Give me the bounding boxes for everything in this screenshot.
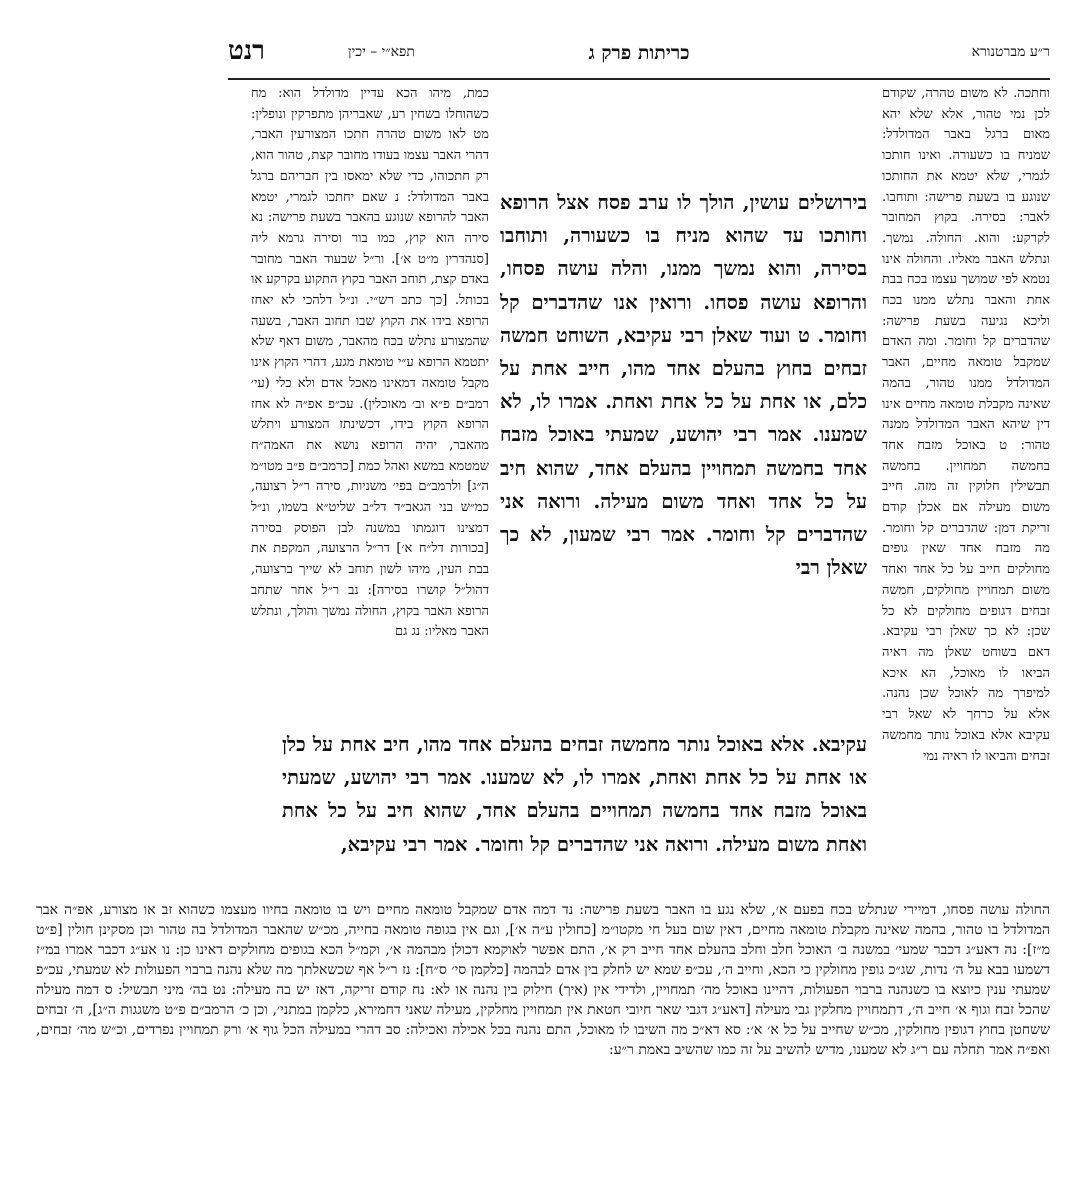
chapter-title: כריתות פרק ג	[588, 42, 690, 64]
mishnah-upper	[500, 186, 867, 724]
mishnah-lower-text: עקיבא. אלא באוכל נותר מחמשה זבחים בהעלם אחד מהו, חיב אחת על כלן או אחת על כל אחת ואחת, אמרו לו, לא שמענו. אמר רבי יהושע, שמעתי באוכל מזבח אחד בחמשה תמחויים בהעלם אחד, שהוא חיב על כל אחת ואחת משום מעילה. ורואה אני שהדברים קל וחומר. אמר רבי עקיבא,	[282, 733, 867, 856]
tiferet-yisrael-column	[251, 84, 489, 894]
running-head-commentator: ר״ע מברטנורא	[971, 44, 1050, 60]
mishnah-upper-text: בירושלים עושין, הולך לו ערב פסח אצל הרופא וחותכו עד שהוא מניח בו כשעורה, ותוחבו בסירה, והוא נמשך ממנו, והלה עושה פסחו, והרופא עושה פסחו. ורואין אנו שהדברים קל וחומר. ט ועוד שאלן רבי עקיבא, השוחט חמשה זבחים בחוץ בהעלם אחד מהו, חייב אחת על כלם, או אחת על כל אחת ואחת. אמרו לו, לא שמענו. אמר רבי יהושע, שמעתי באוכל מזבח אחד בחמשה תמחויין בהעלם אחד, שהוא חיב על כל אחד ואחד משום מעילה. ורואה אני שהדברים קל וחומר. אמר רבי שמעון, לא כך שאלן רבי	[500, 191, 867, 580]
bartenura-column	[882, 84, 1050, 790]
page-header	[228, 36, 1050, 74]
running-head-commentary: תפא״י – יכין	[348, 44, 415, 60]
bottom-commentary-text: החולה עושה פסחו, דמיירי שנתלש בכח בפעם א׳, שלא נגע בו האבר בשעת פרישה: נד דמה אדם שמקבל טומאה מחיים ויש בו טומאה בחיוו מעצמו כשהוא זב או מצורע, אפ״ה אבר המדולדל בו טהור, בהמה שאינה מקבלת טומאה מחיים, דאין שום בעל חי מקטו״מ [כחולין ע״ה א׳], וגם אין בגופה טומאה בחייה, מכ״ש שהאבר המדולדל בה טהור וכן מסקינן חולין [פ״ט מ״ז]: נה דאע״ג דכבר שמעי׳ במשנה ב׳ האוכל חלב וחלב בהעלם אחד חייב רק א׳, התם אפשר לאוקמא דכולן מבהמה א׳, וקמ״ל הכא בגופים מחולקים דאינו כן: נו אע״ג דכבר אמרו במ״ז דשמעו בבא על ה׳ נדות, שג״כ גופין מחולקין כי הכא, וחייב ה׳, עכ״פ שמא יש לחלק בין אדם לבהמה [כלקמן סי׳ ס״ח]: נז ר״ל אף שכשאלתך מה שלא נהנה ברבוי הפעולות לא שמעתי, עכ״פ שמעתי ענין כיוצא בו כשנהנה ברבוי הפעולות, דהיינו באוכל מה׳ תמחויין, ולדידי אין (איך) חילוק בין נהנה או לא: נח קודם זריקה, דאז יש בה מעילה: נט בה׳ מיני תבשיל: ס דמה מעילה שהכל זבח וגוף א׳ חייב ה׳, דתמחויין מחלקין גבי מעילה [דאע״ג דגבי שאר חיובי חטאת אין תמחויין מחלקין, מעילה שאני דחמירא, כלקמן במתני׳, וכן כ׳ הרמב״ם פ״ט משגגות ה״ג], ה׳ זבחים ששחטן בחוץ דגופין מחולקין, מכ״ש שחייב על כל א׳ א׳: סא דא״כ מה השיבו לו מאוכל, התם נהנה בכל אכילה ואכילה: סב דהרי במעילה הכל גוף א׳ ורק תמחויין נפרדים, וכ״ש מה׳ זבחים, ואפ״ה אמר תחלה עם ר״ג לא שמענו, מדיש להשיב על זה כמו שהשיב באמת ר״ע:	[36, 902, 1050, 1058]
header-rule	[228, 78, 1050, 80]
bottom-commentary	[36, 900, 1050, 1190]
page-number: רנט	[228, 36, 265, 66]
tiferet-yisrael-text: כמת, מיהו הכא עדיין מדולדל הוא: מח כשהוחלו בשחין רע, שאבריהן מתפרקין ונופלין: מט לאו משום טהרה חתכו המצורעין האבר, דהרי האבר עצמו בעודו מחובר קצת, טהור הוא, רק חתכוהו, כדי שלא ימאסו בין חבריהם ברגל באבר המדולדל: נ שאם יחתכו לגמרי, יטמא האבר להרופא שנוגע בהאבר בשעת פרישה: נא סירה הוא קוץ, כמו בור וסירה גרמא ליה [סנהדרין מ״ט א׳]. ור״ל שבעוד האבר מחובר באדם קצת, תוחב האבר בקוץ התקוע בקרקע או בכותל. [כך כתב רש״י. ונ״ל דלהכי לא יאחז הרופא בידו את הקוץ שבו תחוב האבר, בשעה שהמצורע נתלש בכח מהאבר, משום דאף שלא יתטמא הרופא ע״י טומאת מגע, דהרי הקוץ אינו מקבל טומאה דמאינו מאכל אדם ולא כלי (עי׳ רמב״ם פ״א וב׳ מאוכלין). עכ״פ אפ״ה לא אחז הרופא הקוץ בידו, דכשינתז המצורע ויתלש מהאבר, יהיה הרופא נושא את האמה״ח שמטמא במשא ואהל כמת [כרמב״ם פ״ב מטו״מ ה״ג] ולרמב״ם בפי׳ משניות, סירה ר״ל רצועה, כמ״ש בני הגאב״ד דל״ב שליט״א בשמו, ונ״ל דמצינו דוגמתו במשנה לבן הפוסק בסירה [בכורות דל״ח א׳] דר״ל הרצועה, המקפת את בבת העין, מיהו לשון תוחב לא שייך ברצועה, דהול״ל קושרו בסירה]: נב ר״ל אחר שתחב הרופא האבר בקוץ, החולה נמשך והולך, ונתלש האבר מאליו: נג גם	[251, 86, 489, 640]
bartenura-text: וחתכה. לא משום טהרה, שקודם לכן נמי טהור, אלא שלא יהא מאום ברגל באבר המדולדל: שמניח בו כשעורה. ואינו חותכו לגמרי, שלא יטמא את החותכו שנוגע בו בשעת פרישה: ותוחבו. לאבר: בסירה. בקוץ המחובר לקרקע: והוא. החולה. נמשך. ונתלש האבר מאליו. והחולה אינו נטמא לפי שמושך עצמו בכח בבת אחת והאבר נתלש ממנו בכח וליכא נגיעה בשעת פרישה: שהדברים קל וחומר. ומה האדם שמקבל טומאה מחיים, האבר המדולדל ממנו טהור, בהמה שאינה מקבלת טומאה מחיים אינו דין שיהא האבר המדולדל ממנה טהור: ט באוכל מזבח אחד בחמשה תמחויין. בחמשה תבשילין חלוקין זה מזה. חייב משום מעילה אם אכלן קודם זריקת דמן: שהדברים קל וחומר. מה מזבח אחד שאין גופים מחולקים חייב על כל אחד ואחד משום תמחויין מחולקים, חמשה זבחים דגופים מחולקים לא כל שכן: לא כך שאלן רבי עקיבא. דאם בשוחט שאלן מה ראיה הביאו לו מאוכל, הא איכא למיפרך מה לאוכל שכן נהנה. אלא על כרחך לא שאל רבי עקיבא אלא באוכל נותר מחמשה זבחים והביאו לו ראיה נמי	[882, 86, 1050, 764]
